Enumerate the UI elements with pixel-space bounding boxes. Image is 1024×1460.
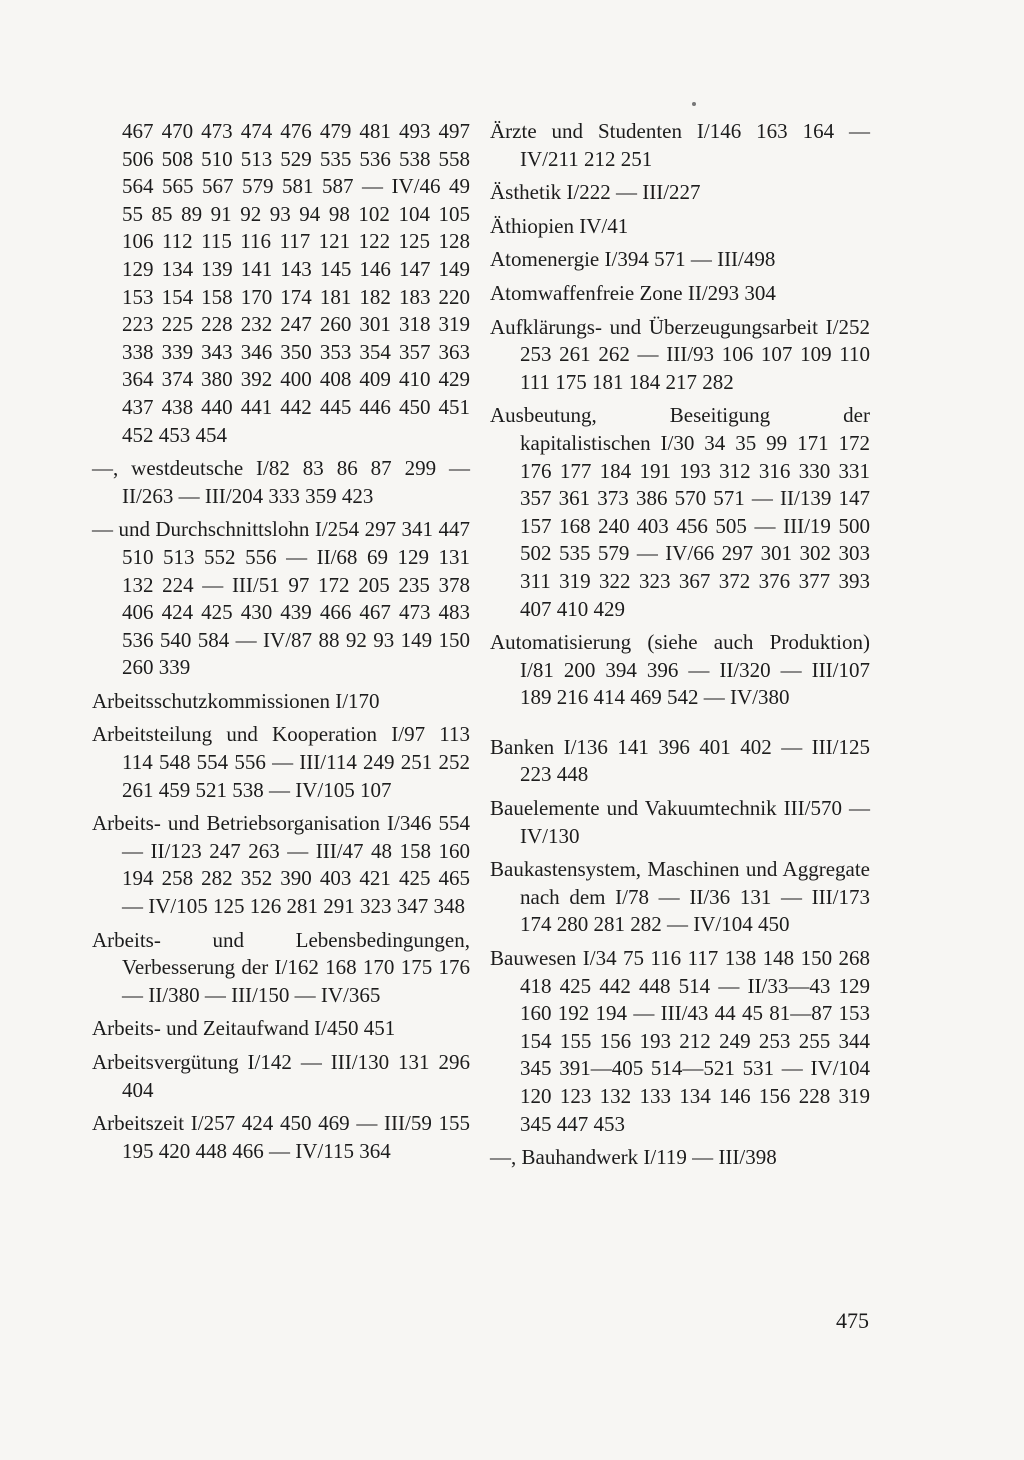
index-entry: Arbeitsvergütung I/142 — III/130 131 296 404 <box>92 1050 470 1102</box>
index-entry: —, Bauhandwerk I/119 — III/398 <box>490 1145 777 1170</box>
index-column-right <box>490 118 870 1178</box>
index-entry: Aufklärungs- und Überzeugungsarbeit I/252 253 261 262 — III/93 106 107 109 110 111 175 181 184 217 282 <box>490 314 870 394</box>
index-entry: Baukastensystem, Maschinen und Aggregate nach dem I/78 — II/36 131 — III/173 174 280 281 282 — IV/104 450 <box>490 857 870 937</box>
index-entry: 467 470 473 474 476 479 481 493 497 506 508 510 513 529 535 536 538 558 564 565 567 579 581 587 — IV/46 49 55 85 89 91 92 93 94 98 102 104 105 106 112 115 116 117 121 122 125 128 129 134 139 141 143 145 146 147 149 153 154 158 170 174 181 182 183 220 223 225 228 232 247 260 301 318 319 338 339 343 346 350 353 354 357 363 364 374 380 392 400 408 409 410 429 437 438 440 441 442 445 446 450 451 452 453 454 <box>122 119 470 447</box>
index-entry: Arbeits- und Lebensbedingungen, Verbesserung der I/162 168 170 175 176 — II/380 — III/150 — IV/365 <box>92 927 470 1007</box>
index-column-left <box>92 118 470 1171</box>
index-entry: Äthiopien IV/41 <box>490 213 629 238</box>
ink-speck <box>692 102 696 106</box>
index-entry: Arbeitsteilung und Kooperation I/97 113 114 548 554 556 — III/114 249 251 252 261 459 521 538 — IV/105 107 <box>92 722 470 802</box>
index-entry: Arbeits- und Betriebsorganisation I/346 554 — II/123 247 263 — III/47 48 158 160 194 258 282 352 390 403 421 425 465 — IV/105 125 126 281 291 323 347 348 <box>92 811 470 919</box>
index-entry: — und Durchschnittslohn I/254 297 341 447 510 513 552 556 — II/68 69 129 131 132 224 — III/51 97 172 205 235 378 406 424 425 430 439 466 467 473 483 536 540 584 — IV/87 88 92 93 149 150 260 339 <box>92 517 470 680</box>
index-entry: Arbeits- und Zeitaufwand I/450 451 <box>92 1016 396 1041</box>
index-entry: Banken I/136 141 396 401 402 — III/125 223 448 <box>490 734 870 787</box>
index-entry: Arbeitsschutzkommissionen I/170 <box>92 688 380 713</box>
index-entry: Ärzte und Studenten I/146 163 164 — IV/211 212 251 <box>490 119 870 171</box>
index-entry: Ausbeutung, Beseitigung der kapitalistischen I/30 34 35 99 171 172 176 177 184 191 193 312 316 330 331 357 361 373 386 570 571 — II/139 147 157 168 240 403 456 505 — III/19 500 502 535 579 — IV/66 297 301 302 303 311 319 322 323 367 372 376 377 393 407 410 429 <box>490 403 870 621</box>
index-entry: —, westdeutsche I/82 83 86 87 299 — II/263 — III/204 333 359 423 <box>92 456 470 508</box>
index-entry: Ästhetik I/222 — III/227 <box>490 180 701 205</box>
index-entry: Automatisierung (siehe auch Produktion) I/81 200 394 396 — II/320 — III/107 189 216 414 469 542 — IV/380 <box>490 630 870 710</box>
index-entry: Bauwesen I/34 75 116 117 138 148 150 268 418 425 442 448 514 — II/33—43 129 160 192 194 — III/43 44 45 81—87 153 154 155 156 193 212 249 253 255 344 345 391—405 514—521 531 — IV/104 120 123 132 133 134 146 156 228 319 345 447 453 <box>490 946 870 1136</box>
page-number: 475 <box>836 1308 869 1333</box>
index-entry: Atomwaffenfreie Zone II/293 304 <box>490 280 776 305</box>
index-entry: Atomenergie I/394 571 — III/498 <box>490 247 776 272</box>
index-entry: Arbeitszeit I/257 424 450 469 — III/59 155 195 420 448 466 — IV/115 364 <box>92 1111 470 1163</box>
index-entry: Bauelemente und Vakuumtechnik III/570 — IV/130 <box>490 796 870 848</box>
